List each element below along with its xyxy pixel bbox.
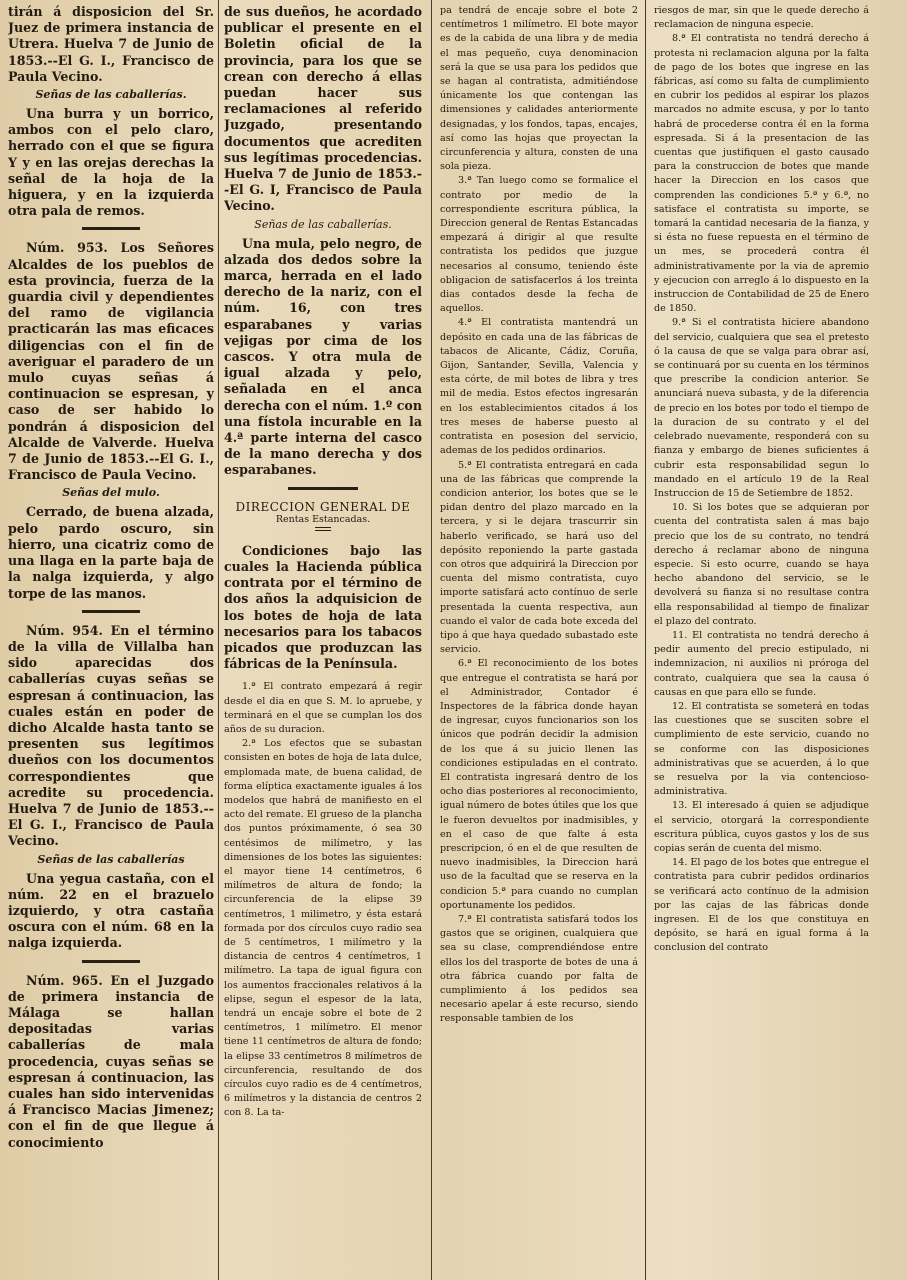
column-divider: [218, 0, 219, 1280]
animal-description: Cerrado, de buena alzada, pelo pardo oscuro, sin hierro, una cicatriz como de una llaga en la parte baja de la nalga izquierda, y algo torpe de las manos.: [8, 504, 214, 601]
section-subtitle: Señas de las caballerías.: [254, 217, 392, 231]
column-3: [440, 4, 638, 1278]
condition-12: 12. El contratista se someterá en todas las cuestiones que se susciten sobre el cumplimiento de este servicio, cuando no se conforme con las disposiciones administrativas que se acuerden, á lo que se resuelva por la via contencioso-administrativa.: [654, 700, 869, 798]
condition-4: 4.ª El contratista mantendrá un depósito en cada una de las fábricas de tabacos de Alicante, Cádiz, Coruña, Gijon, Santander, Sevilla, Valencia y esta córte, de mil botes de libra y tres mil de media. Estos efectos ingresarán en los establecimientos citados á los tres meses de haberse puesto al contratista en posesion del servicio, ademas de los pedidos ordinarios.: [440, 317, 638, 457]
notice-953: Núm. 953. Los Señores Alcaldes de los pueblos de esta provincia, fuerza de la guardia civil y dependientes del ramo de vigilancia practicarán las mas eficaces diligencias con el fin de averiguar el paradero de un mulo cuyas señas á continuacion se espresan, y caso de ser habido lo pondrán á disposicion del Alcalde de Valverde. Huelva 7 de Junio de 1853.--El G. I., Francisco de Paula Vecino.: [8, 240, 214, 483]
notice-954: Núm. 954. En el término de la villa de Villalba han sido aparecidas dos caballerías cuyas señas se espresan á continuacion, las cuales están en poder de dicho Alcalde hasta tanto se presenten sus legítimos dueños con los documentos correspondientes que acredite su procedencia. Huelva 7 de Junio de 1853.--El G. I., Francisco de Paula Vecino.: [8, 622, 214, 849]
animal-description: Una burra y un borrico, ambos con el pelo claro, herrado con el que se figura Y y en las orejas derechas la señal de la hoja de la higuera, y en la izquierda otra pala de remos.: [8, 106, 214, 219]
separator-rule: [82, 960, 140, 963]
condition-9: 9.ª Si el contratista hiciere abandono del servicio, cualquiera que sea el pretesto ó la causa de que se valga para obrar así, se continuará por su cuenta en los términos que prescribe la condicion anterior. Se anunciará nueva subasta, y de la diferencia de precio en los botes por todo el tiempo de la duracion de su contrato y el del celebrado nuevamente, responderá con su fianza y embargo de bienes suficientes á cubrir esta responsabilidad segun lo mandado en el artículo 19 de la Real Instruccion de 15 de Setiembre de 1852.: [654, 317, 869, 499]
condition-2-continuation: pa tendrá de encaje sobre el bote 2 centímetros 1 milímetro. El bote mayor es de la cabida de una libra y de media el mas pequeño, cuya denominacion será la que se usa para los pedidos que se hagan al contratista, admitiéndose únicamente los que contengan las dimensiones y calidades anteriormente designadas, y los fondos, tapas, encajes, así como las hojas que proyectan la circunferencia y altura, consten de una sola pieza.: [440, 5, 638, 173]
notice-965: Núm. 965. En el Juzgado de primera instancia de Málaga se hallan depositadas varias caballerías de mala procedencia, cuyas señas se espresan á continuacion, las cuales han sido intervenidas á Francisco Macias Jimenez; con el fin de que llegue á conocimiento: [8, 972, 214, 1150]
section-heading: DIRECCION GENERAL DE: [235, 499, 411, 514]
double-rule: [315, 527, 331, 531]
condition-8: 8.ª El contratista no tendrá derecho á protesta ni reclamacion alguna por la falta de pago de los botes que ingrese en las fábricas, así como su falta de cumplimiento en cubrir los pedidos al espirar los plazos marcados no admite escusa, y por lo tanto habrá de procederse contra él en la forma espresada. Si á la presentacion de las cuentas que justifiquen el gasto causado para la construccion de botes que mande hacer la Direccion en los casos que comprenden las condiciones 5.ª y 6.ª, no satisface el contratista su importe, se tomará la cantidad necesaria de la fianza, y si ésta no fuese repuesta en el término de un mes, se procederá contra él administrativamente por la via de apremio y ejecucion con arreglo á lo dispuesto en la instruccion de Contabilidad de 25 de Enero de 1850.: [654, 33, 869, 315]
condition-10: 10. Si los botes que se adquieran por cuenta del contratista salen á mas bajo precio que los de su contrato, no tendrá derecho á reclamar abono de ninguna especie. Si esto ocurre, cuando se haya hecho abandono del servicio, se le devolverá su fianza si no resultase contra ella responsabilidad al tiempo de finalizar el plazo del contrato.: [654, 502, 869, 627]
section-subtitle: Señas de las caballerías: [37, 852, 185, 866]
section-subtitle: Señas del mulo.: [62, 486, 160, 500]
condition-11: 11. El contratista no tendrá derecho á pedir aumento del precio estipulado, ni indemnizacion, ni auxilios ni prórogа del contrato, cualquiera que sea la causa ó causas en que para ello se funde.: [654, 629, 869, 698]
column-4: [654, 4, 869, 1278]
condition-1: 1.ª El contrato empezará á regir desde el dia en que S. M. lo apruebe, y terminará en el que se cumplan los dos años de su duracion.: [224, 681, 422, 735]
section-subtitle: Señas de las caballerías.: [35, 88, 187, 102]
condition-5: 5.ª El contratista entregará en cada una de las fábricas que comprende la condicion anterior, los botes que se le pidan dentro del plazo marcado en la tercera, y si le dejara trascurrir sin haberlo verificado, se hará uso del depósito reponiendo la parte gastada con otros que adquirirá la Direccion por cuenta del mismo contratista, cuyo importe satisfará acto contínuo de serle presentada la cuenta respectiva, aun cuando el valor de cada bote exceda del tipo á que haya quedado subastado este servicio.: [440, 459, 638, 656]
column-divider: [645, 0, 646, 1280]
column-divider: [431, 0, 432, 1280]
separator-rule: [82, 610, 140, 613]
condition-14: 14. El pago de los botes que entregue el contratista para cubrir pedidos ordinarios se verificará acto contínuo de la admision por las cajas de las fábricas donde ingresen. El de los que constituya en depósito, se hará en igual forma á la conclusion del contrato: [654, 857, 869, 954]
notice-continuation: de sus dueños, he acordado publicar el presente en el Boletin oficial de la provincia, para los que se crean con derecho á ellas puedan hacer sus reclamaciones al referido Juzgado, presentando documentos que acrediten sus legítimas procedencias. Huelva 7 de Junio de 1853.--El G. I, Francisco de Paula Vecino.: [224, 4, 422, 214]
condition-2: 2.ª Los efectos que se subastan consisten en botes de hoja de lata dulce, emplomada mate, de buena calidad, de forma elíptica exactamente iguales á los modelos que habrá de manifiesto en el acto del remate. El grueso de la plancha dos puntos próximamente, ó sea 30 centésimos de milímetro, y las dimensiones de los botes las siguientes: el mayor tiene 14 centímetros, 6 milímetros de altura de fondo; la circunferencia de la elipse 39 centímetros, 1 milimetro, y ésta estará formada por dos círculos cuyo radio sea de 5 centímetros, 1 milímetro y la distancia de centros 4 centímetros, 1 milímetro. La tapa de igual figura con los aumentos fraccionales relativos á la elipse, segun el espesor de la lata, tendrá un encaje sobre el bote de 2 centímetros, 1 milímetro. El menor tiene 11 centímetros de altura de fondo; la elipse 33 centímetros 8 milímetros de circunferencia, resultando de dos círculos cuyo radio es de 4 centímetros, 6 milímetros y la distancia de centros 2 con 8. La ta-: [224, 738, 422, 1119]
condition-7-continuation: riesgos de mar, sin que le quede derecho á reclamacion de ninguna especie.: [654, 5, 869, 31]
column-2: [224, 4, 422, 1278]
section-subheading: Rentas Estancadas.: [275, 513, 371, 525]
separator-rule: [82, 227, 140, 230]
notice-ending: tirán á disposicion del Sr. Juez de primera instancia de Utrera. Huelva 7 de Junio de 1853.--El G. I., Francisco de Paula Vecino.: [8, 4, 214, 84]
separator-rule: [288, 487, 358, 490]
conditions-title: Condiciones bajo las cuales la Hacienda pública contrata por el término de dos años la adquisicion de los botes de hoja de lata necesarios para los tabacos picados que produzcan las fábricas de la Península.: [224, 542, 422, 672]
condition-3: 3.ª Tan luego como se formalice el contrato por medio de la correspondiente escritura pública, la Direccion general de Rentas Estancadas empezará á dirigir al que resulte contratista los pedidos que juzgue necesarios al consumo, teniendo éste obligacion de satisfacerlos á los treinta dias contados desde la fecha de aquellos.: [440, 175, 638, 315]
condition-6: 6.ª El reconocimiento de los botes que entregue el contratista se hará por el Administrador, Contador é Inspectores de la fábrica donde hayan de ingresar, cuyos funcionarios son los únicos que podrán decidir la admision de los que á su juicio llenen las condiciones estipuladas en el contrato. El contratista ingresará dentro de los ocho dias posteriores al reconocimiento, igual número de botes útiles que los que le fueron devueltos por inadmisibles, y en el caso de que falte á esta prescripcion, ó en el de que resulten de nuevo inadmisibles, la Direccion hará uso de la facultad que se reserva en la condicion 5.ª para cuando no cumplan oportunamente los pedidos.: [440, 658, 638, 911]
animal-description: Una mula, pelo negro, de alzada dos dedos sobre la marca, herrada en el lado derecho de la nariz, con el núm. 16, con tres esparabanes y varias vejigas por cima de los cascos. Y otra mula de igual alzada y pelo, señalada en el anca derecha con el núm. 1.º con una fístola incurable en la 4.ª parte interna del casco de la mano derecha y dos esparabanes.: [224, 235, 422, 478]
condition-7: 7.ª El contratista satisfará todos los gastos que se originen, cualquiera que sea su clase, comprendiéndose entre ellos los del trasporte de botes de una á otra fábrica cuando por falta de cumplimiento á los pedidos sea necesario apelar á este recurso, siendo responsable tambien de los: [440, 914, 638, 1025]
condition-13: 13. El interesado á quien se adjudique el servicio, otorgará la correspondiente escritura pública, cuyos gastos y los de sus copias serán de cuenta del mismo.: [654, 800, 869, 854]
column-1: [8, 4, 214, 1278]
animal-description: Una yegua castaña, con el núm. 22 en el brazuelo izquierdo, y otra castaña oscura con el núm. 68 en la nalga izquierda.: [8, 870, 214, 951]
